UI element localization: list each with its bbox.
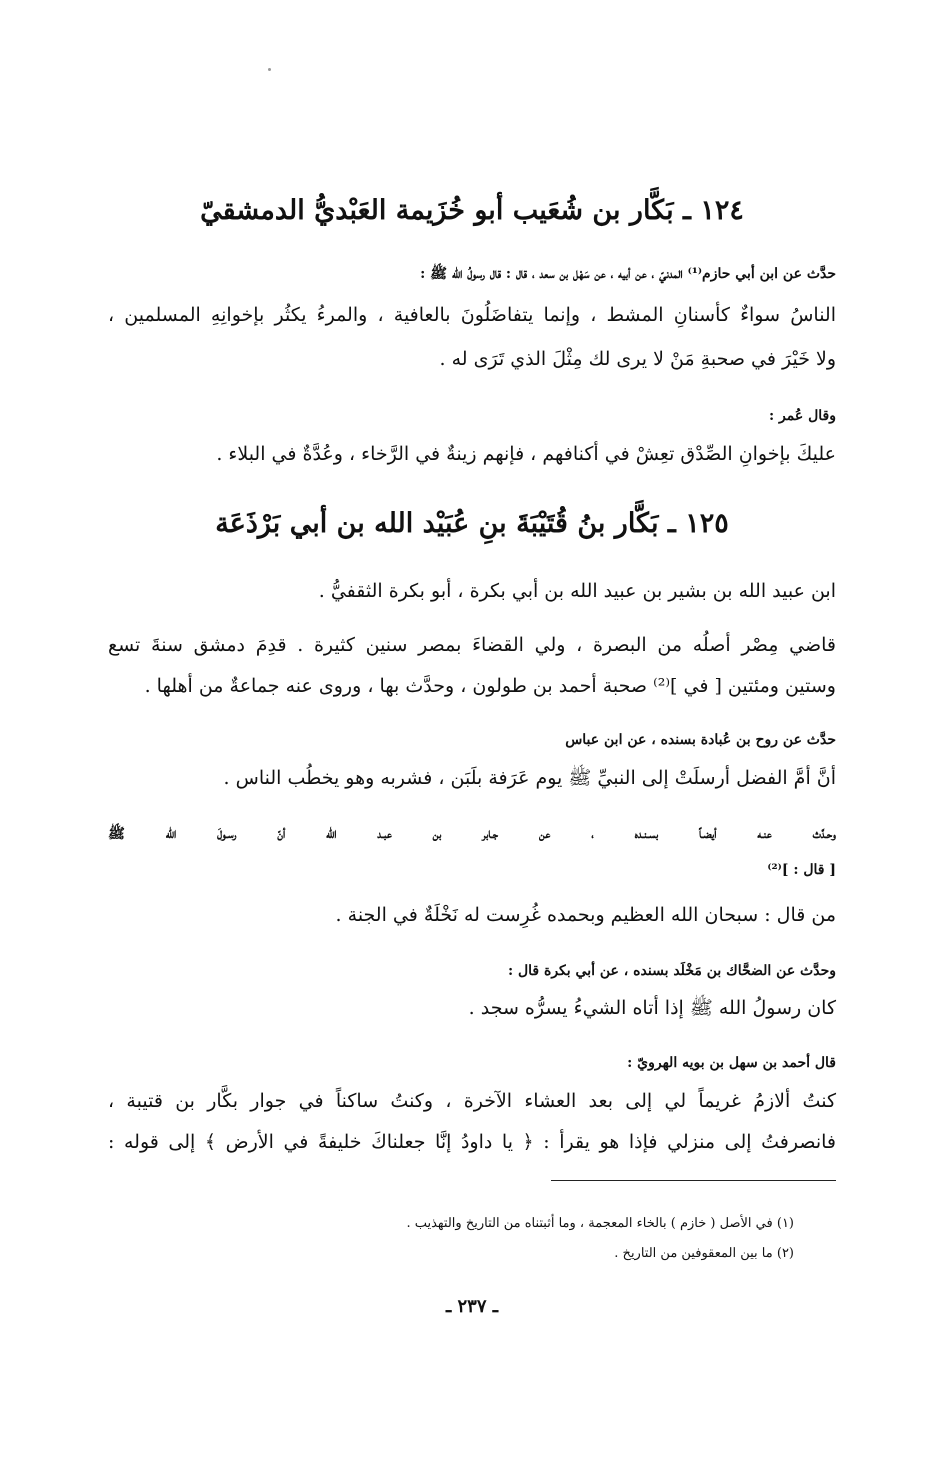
footnote-1: (١) في الأصل ( خازم ) بالخاء المعجمة ، وما أثبتناه من التاريخ والتهذيب . — [406, 1216, 794, 1231]
entry-125-bio-line-1: قاضي مِصْر أصلُه من البصرة ، ولي القضاءَ بمصر سنين كثيرة . قدِمَ دمشق سنةَ تسع — [108, 634, 836, 656]
footnote-separator — [551, 1180, 836, 1181]
entry-125-isnad-4: وحدَّث عن الضحَّاك بن مَخْلَد بسنده ، عن أبي بكرة قال : — [507, 963, 836, 979]
entry-125-hadith-2: أنَّ أمَّ الفضل أرسلَتْ إلى النبيِّ ﷺ يوم عَرَفة بلَبَن ، فشربه وهو يخطُب الناس . — [223, 767, 836, 789]
entry-125-isnad-3-continued: [ قال : ]⁽²⁾ — [767, 862, 836, 878]
entry-125-bio-line-2: وستين ومئتين [ في ]⁽²⁾ صحبة أحمد بن طولون ، وحدَّث بها ، وروى عنه جماعةٌ من أهلها . — [144, 675, 836, 697]
entry-124-hadith-line-2: ولا خَيْرَ في صحبةِ مَنْ لا يرى لك مِثْلَ الذي تَرَى له . — [439, 348, 836, 370]
ahmad-narration-intro: قال أحمد بن سهل بن بويه الهرويّ : — [627, 1055, 836, 1071]
entry-125-isnad-3: وحـدَّث عنـه أيضـاً بسـنـده ، عن جـابر بن عبـد الله أنّ رسـولَ الله ﷺ — [108, 826, 836, 842]
entry-125-hadith-3: من قال : سبحان الله العظيم وبحمده غُرِست له نَخْلَةٌ في الجنة . — [335, 904, 836, 926]
ahmad-narration-line-2: فانصرفتُ إلى منزلي فإذا هو يقرأ : ﴿ يا داودُ إنَّا جعلناكَ خليفةً في الأرض ﴾ إلى قوله : — [108, 1131, 836, 1153]
page-number: ـ ٢٣٧ ـ — [445, 1296, 499, 1317]
umar-quote-text: عليكَ بإخوانِ الصِّدْق تعِشْ في أكنافهم ، فإنهم زينةٌ في الرَّخاء ، وعُدَّةٌ في البلاء . — [216, 443, 836, 465]
umar-quote-intro: وقال عُمر : — [769, 408, 836, 424]
entry-125-isnad-2: حدَّث عن روح بن عُبادة بسنده ، عن ابن عباس — [565, 732, 836, 748]
entry-125-heading: ١٢٥ ـ بَكَّار بنُ قُتَيْبَةَ بنِ عُبَيْد الله بن أبي بَرْذَعَة — [215, 508, 729, 539]
scan-speck — [268, 68, 271, 71]
entry-124-heading: ١٢٤ ـ بَكَّار بن شُعَيب أبو خُزَيمة العَبْديُّ الدمشقيّ — [200, 195, 744, 226]
entry-124-hadith-line-1: الناسُ سواءٌ كأسنانِ المشط ، وإنما يتفاضَلُونَ بالعافية ، والمرءُ يكثُر بإخوانِهِ المسلمين ، — [108, 304, 836, 326]
entry-125-lineage: ابن عبيد الله بن بشير بن عبيد الله بن أبي بكرة ، أبو بكرة الثقفيُّ . — [318, 580, 836, 602]
ahmad-narration-line-1: كنتُ ألازمُ غريماً لي إلى بعد العشاء الآخرة ، وكنتُ ساكناً في جوار بكَّار بن قتيبة ، — [108, 1090, 836, 1112]
entry-124-isnad: حدَّث عن ابن أبي حازم⁽¹⁾ المدنيّ ، عن أبيه ، عن سَهْل بن سعد ، قال : قال رسولُ الله ﷺ : — [420, 266, 836, 282]
footnote-2: (٢) ما بين المعقوفين من التاريخ . — [614, 1246, 794, 1261]
entry-125-hadith-4: كان رسولُ الله ﷺ إذا أتاه الشيءُ يسرُّه سجد . — [468, 997, 836, 1019]
